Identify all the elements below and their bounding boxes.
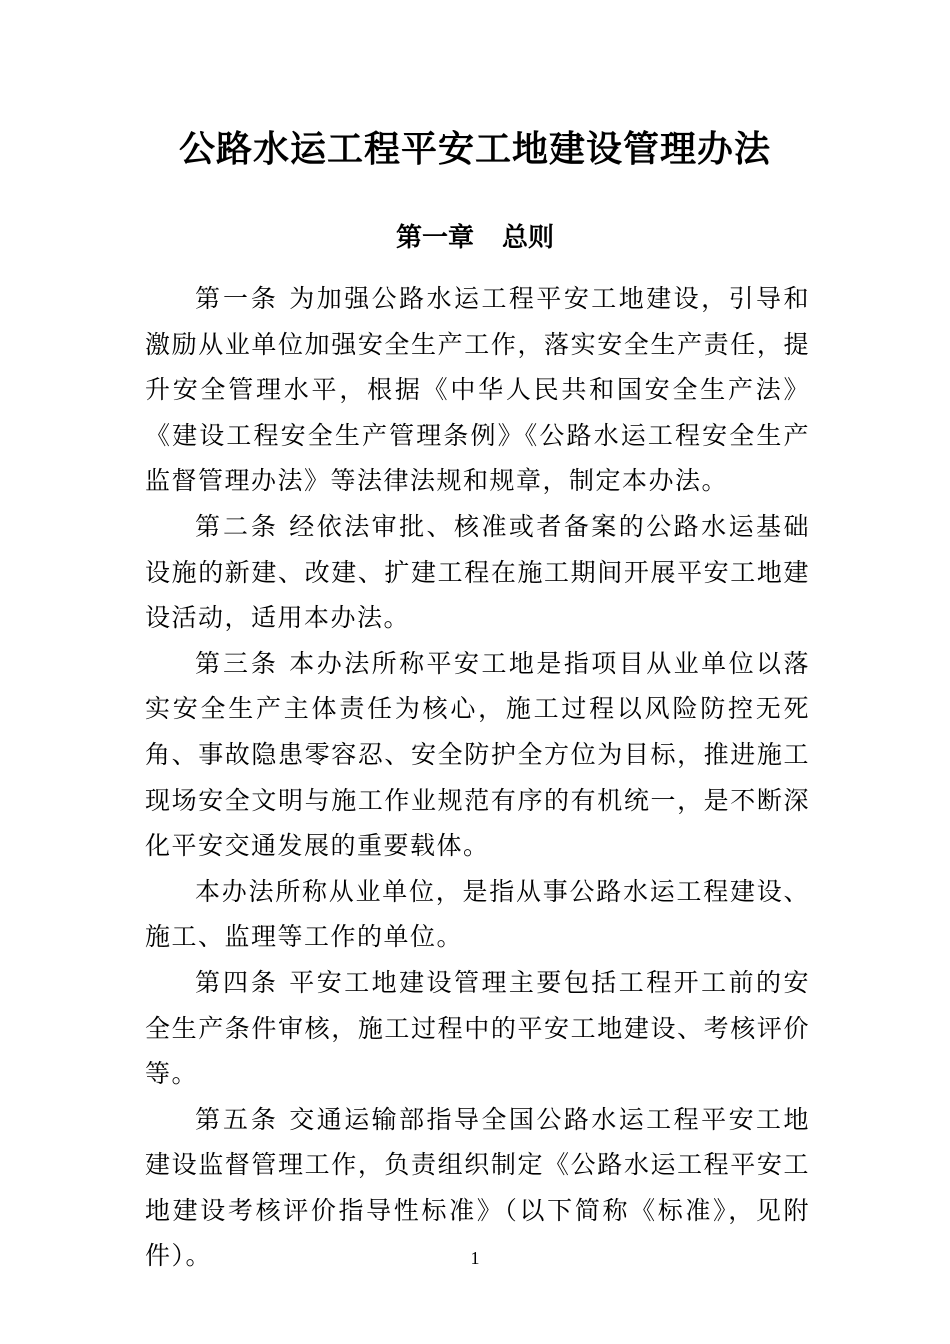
article-number: 第二条 (195, 511, 279, 541)
chapter-number: 第一章 (395, 223, 474, 253)
article-text: 交通运输部指导全国公路水运工程平安工地建设监督管理工作，负责组织制定《公路水运工程平安工地建设考核评价指导性标准》（以下简称《标准》，见附件）。 (145, 1104, 810, 1271)
article-text: 本办法所称平安工地是指项目从业单位以落实安全生产主体责任为核心，施工过程以风险防控无死角、事故隐患零容忍、安全防护全方位为目标，推进施工现场安全文明与施工作业规范有序的有机统一，是不断深化平安交通发展的重要载体。 (145, 648, 810, 861)
article-number: 第一条 (195, 284, 279, 313)
article-1 (145, 276, 810, 504)
article-text: 为加强公路水运工程平安工地建设，引导和激励从业单位加强安全生产工作，落实安全生产责任，提升安全管理水平，根据《中华人民共和国安全生产法》《建设工程安全生产管理条例》《公路水运工程安全生产监督管理办法》等法律法规和规章，制定本办法。 (145, 284, 810, 496)
article-number: 第三条 (195, 648, 279, 678)
document-body (145, 276, 810, 1279)
article-3-continued (145, 869, 810, 960)
article-2 (145, 504, 810, 641)
article-number: 第五条 (195, 1104, 279, 1134)
article-number: 第四条 (195, 967, 279, 997)
article-text: 平安工地建设管理主要包括工程开工前的安全生产条件审核，施工过程中的平安工地建设、考核评价等。 (145, 967, 810, 1089)
article-4 (145, 960, 810, 1097)
chapter-name: 总则 (502, 223, 555, 253)
article-text: 本办法所称从业单位，是指从事公路水运工程建设、施工、监理等工作的单位。 (145, 876, 810, 952)
article-text: 经依法审批、核准或者备案的公路水运基础设施的新建、改建、扩建工程在施工期间开展平安工地建设活动，适用本办法。 (145, 511, 810, 633)
page-number: 1 (470, 1248, 480, 1268)
article-3 (145, 641, 810, 869)
chapter-heading (0, 218, 950, 258)
document-title: 公路水运工程平安工地建设管理办法 (178, 129, 771, 170)
